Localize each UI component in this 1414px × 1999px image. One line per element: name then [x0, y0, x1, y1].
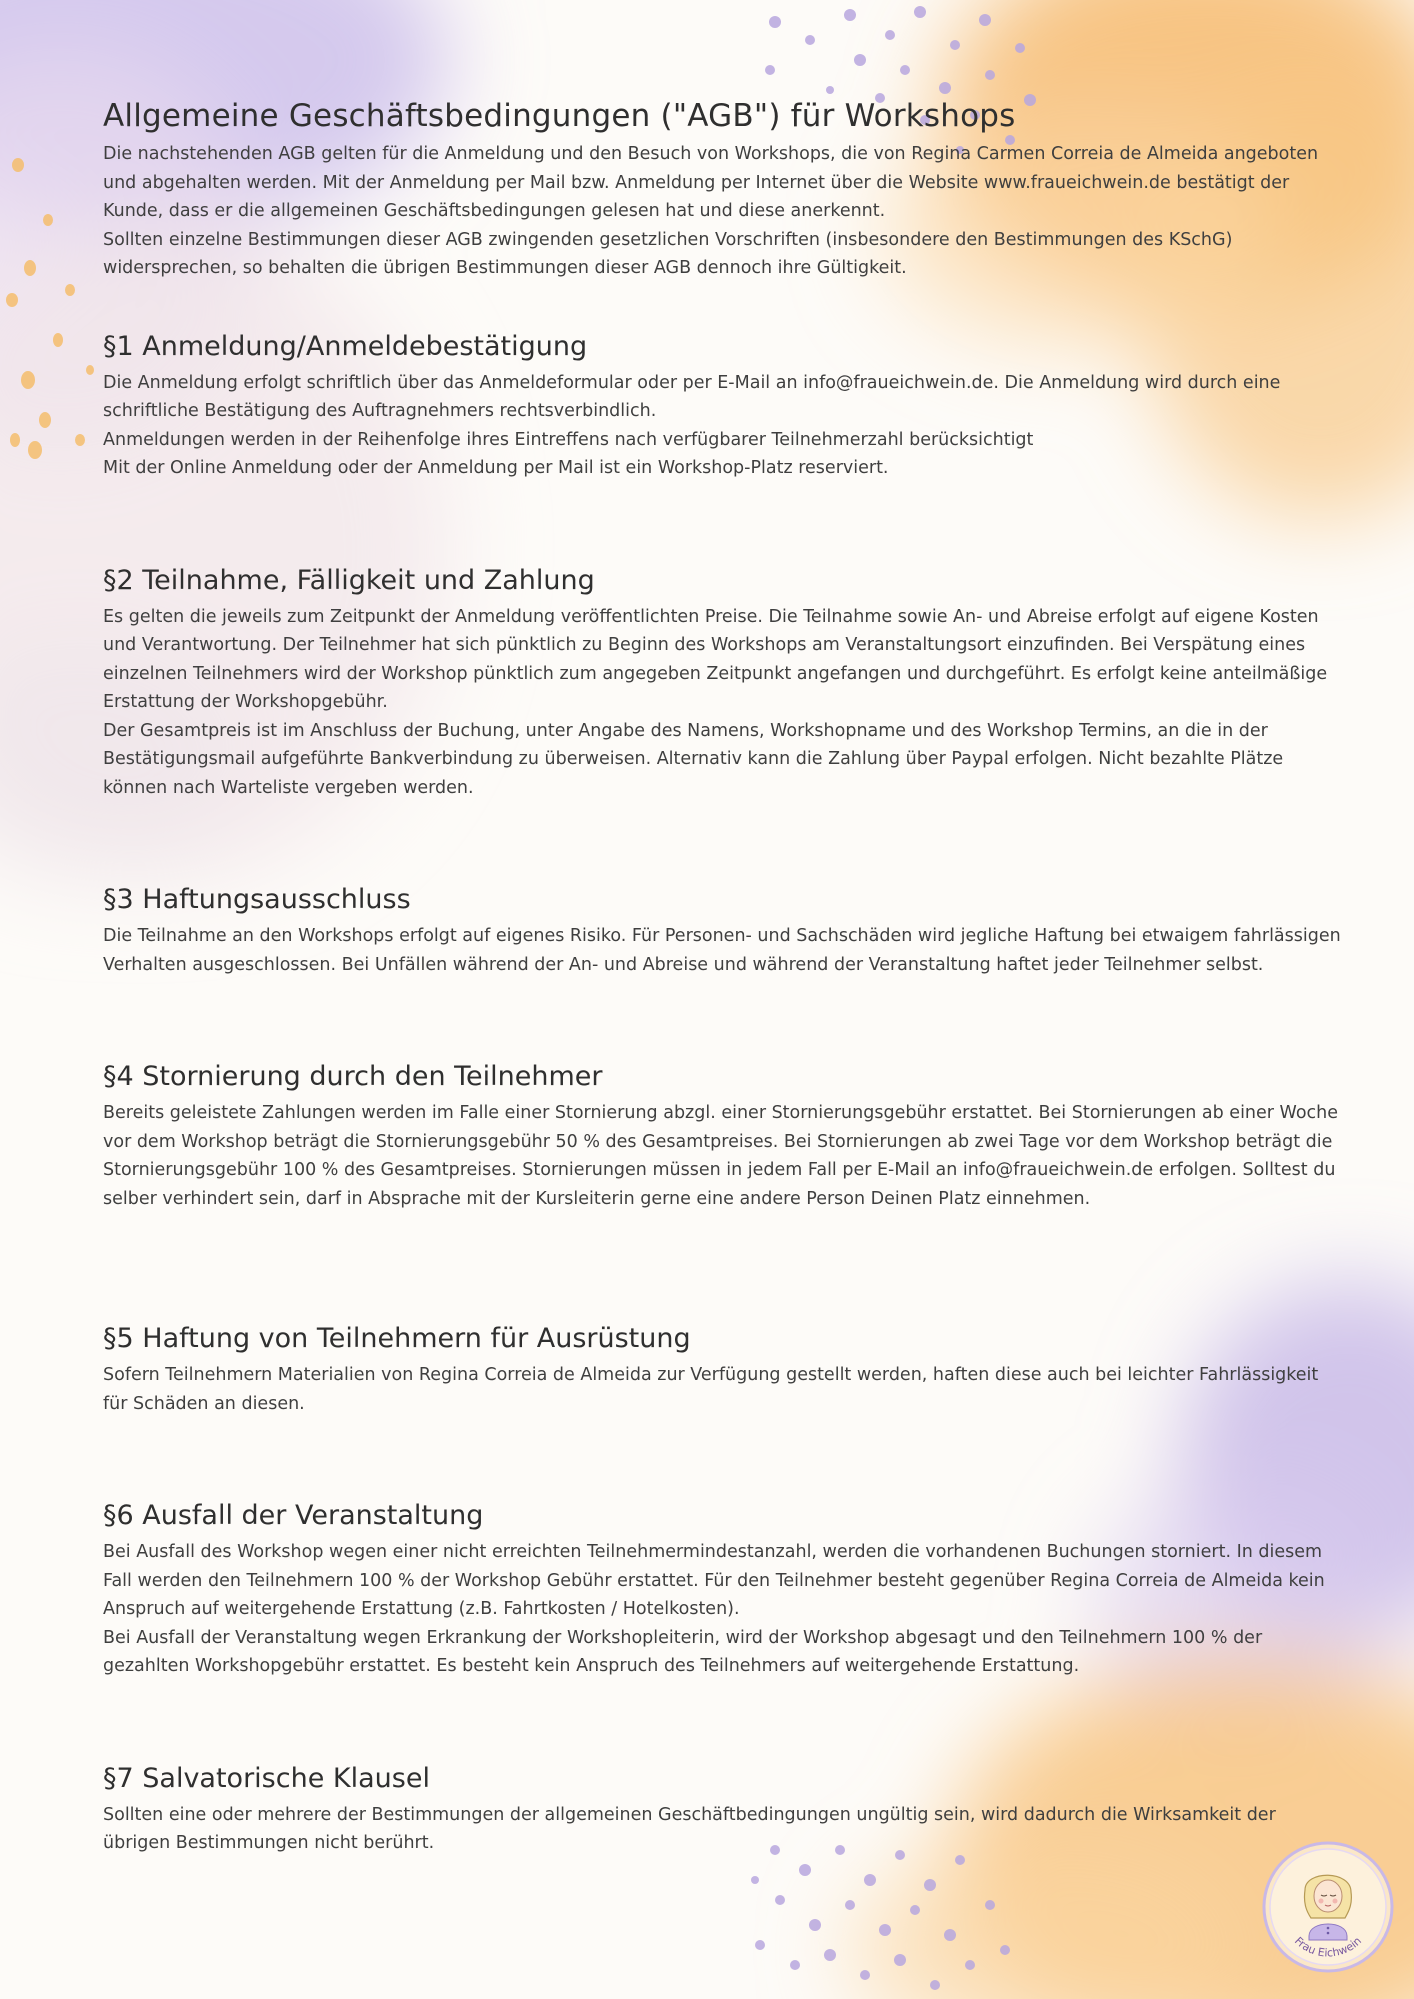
frau-eichwein-logo: [1261, 1840, 1395, 1974]
section-paragraph: Anmeldungen werden in der Reihenfolge ihres Eintreffens nach verfügbarer Teilnehmerzahl berücksichtigt: [103, 429, 1034, 450]
section-teilnahme: [103, 563, 1348, 803]
document-title: Allgemeine Geschäftsbedingungen ("AGB") für Workshops: [103, 98, 1016, 134]
section-stornierung: [103, 1059, 1348, 1213]
section-paragraph: Sofern Teilnehmern Materialien von Regina Correia de Almeida zur Verfügung gestellt werden, haften diese auch bei leichter Fahrlässigkeit für Schäden an diesen.: [103, 1365, 1319, 1414]
section-paragraph: Die Anmeldung erfolgt schriftlich über das Anmeldeformular oder per E-Mail an info@fraueichwein.de. Die Anmeldung wird durch eine schriftliche Bestätigung des Auftragnehmers rechtsverbindlich.: [103, 372, 1281, 421]
section-heading: §7 Salvatorische Klausel: [103, 1762, 430, 1794]
section-paragraph: Mit der Online Anmeldung oder der Anmeldung per Mail ist ein Workshop-Platz reserviert.: [103, 458, 889, 478]
section-heading: §4 Stornierung durch den Teilnehmer: [103, 1061, 603, 1092]
section-paragraph: Der Gesamtpreis ist im Anschluss der Buchung, unter Angabe des Namens, Workshopname und des Workshop Termins, an die in der Bestätigungsmail aufgeführte Bankverbindung zu überweisen. Alternativ kann die Zahlung über Paypal erfolgen. Nicht bezahlte Plätze können nach Warteliste vergeben werden.: [103, 720, 1284, 798]
section-paragraph: Bei Ausfall der Veranstaltung wegen Erkrankung der Workshopleiterin, wird der Workshop abgesagt und den Teilnehmern 100 % der gezahlten Workshopgebühr erstattet. Es besteht kein Anspruch des Teilnehmers auf weitergehende Erstattung.: [103, 1627, 1263, 1676]
section-paragraph: Es gelten die jeweils zum Zeitpunkt der Anmeldung veröffentlichten Preise. Die Teilnahme sowie An- und Abreise erfolgt auf eigene Kosten und Verantwortung. Der Teilnehmer hat sich pünktlich zu Beginn des Workshops am Veranstaltungsort einzufinden. Bei Verspätung eines einzelnen Teilnehmers wird der Workshop pünktlich zum angegeben Zeitpunkt angefangen und durchgeführt. Es erfolgt keine anteilmäßige Erstattung der Workshopgebühr.: [103, 606, 1328, 712]
woman-portrait-icon: [1304, 1875, 1351, 1940]
section-paragraph: Sollten eine oder mehrere der Bestimmungen der allgemeinen Geschäftbedingungen ungültig sein, wird dadurch die Wirksamkeit der übrigen Bestimmungen nicht berührt.: [103, 1804, 1276, 1853]
section-heading: §3 Haftungsausschluss: [103, 884, 411, 915]
section-haftungsausschluss: [103, 882, 1348, 979]
section-ausfall: [103, 1498, 1348, 1681]
section-paragraph: Bei Ausfall des Workshop wegen einer nicht erreichten Teilnehmermindestanzahl, werden die vorhandenen Buchungen storniert. In diesem Fall werden den Teilnehmern 100 % der Workshop Gebühr erstattet. Für den Teilnehmer besteht gegenüber Regina Correia de Almeida kein Anspruch auf weitergehende Erstattung (z.B. Fahrtkosten / Hotelkosten).: [103, 1542, 1325, 1619]
logo-text: Frau Eichwein: [1291, 1934, 1365, 1960]
section-anmeldung: [103, 329, 1348, 483]
section-salvatorische-klausel: [103, 1761, 1348, 1858]
section-heading: §1 Anmeldung/Anmeldebestätigung: [103, 330, 588, 362]
section-heading: §6 Ausfall der Veranstaltung: [103, 1500, 484, 1531]
section-paragraph: Bereits geleistete Zahlungen werden im Falle einer Stornierung abzgl. einer Stornierungsgebühr erstattet. Bei Stornierungen ab einer Woche vor dem Workshop beträgt die Stornierungsgebühr 50 % des Gesamtpreises. Bei Stornierungen ab zwei Tage vor dem Workshop beträgt die Stornierungsgebühr 100 % des Gesamtpreises. Stornierungen müssen in jedem Fall per E-Mail an info@fraueichwein.de erfolgen. Solltest du selber verhindert sein, darf in Absprache mit der Kursleiterin gerne eine andere Person Deinen Platz einnehmen.: [103, 1103, 1339, 1209]
section-paragraph: Die Teilnahme an den Workshops erfolgt auf eigenes Risiko. Für Personen- und Sachschäden wird jegliche Haftung bei etwaigem fahrlässigen Verhalten ausgeschlossen. Bei Unfällen während der An- und Abreise und während der Veranstaltung haftet jeder Teilnehmer selbst.: [103, 926, 1341, 975]
intro-paragraph-2: Sollten einzelne Bestimmungen dieser AGB zwingenden gesetzlichen Vorschriften (insbesondere den Bestimmungen des KSchG) widersprechen, so behalten die übrigen Bestimmungen dieser AGB dennoch ihre Gültigkeit.: [103, 229, 1233, 278]
document-content: [103, 96, 1348, 1858]
section-haftung-ausruestung: [103, 1321, 1348, 1418]
intro-paragraph-1: Die nachstehenden AGB gelten für die Anmeldung und den Besuch von Workshops, die von Regina Carmen Correia de Almeida angeboten und abgehalten werden. Mit der Anmeldung per Mail bzw. Anmeldung per Internet über die Website www.fraueichwein.de bestätigt der Kunde, dass er die allgemeinen Geschäftsbedingungen gelesen hat und diese anerkennt.: [103, 144, 1319, 221]
section-heading: §5 Haftung von Teilnehmern für Ausrüstung: [103, 1323, 691, 1354]
section-heading: §2 Teilnahme, Fälligkeit und Zahlung: [103, 564, 595, 596]
